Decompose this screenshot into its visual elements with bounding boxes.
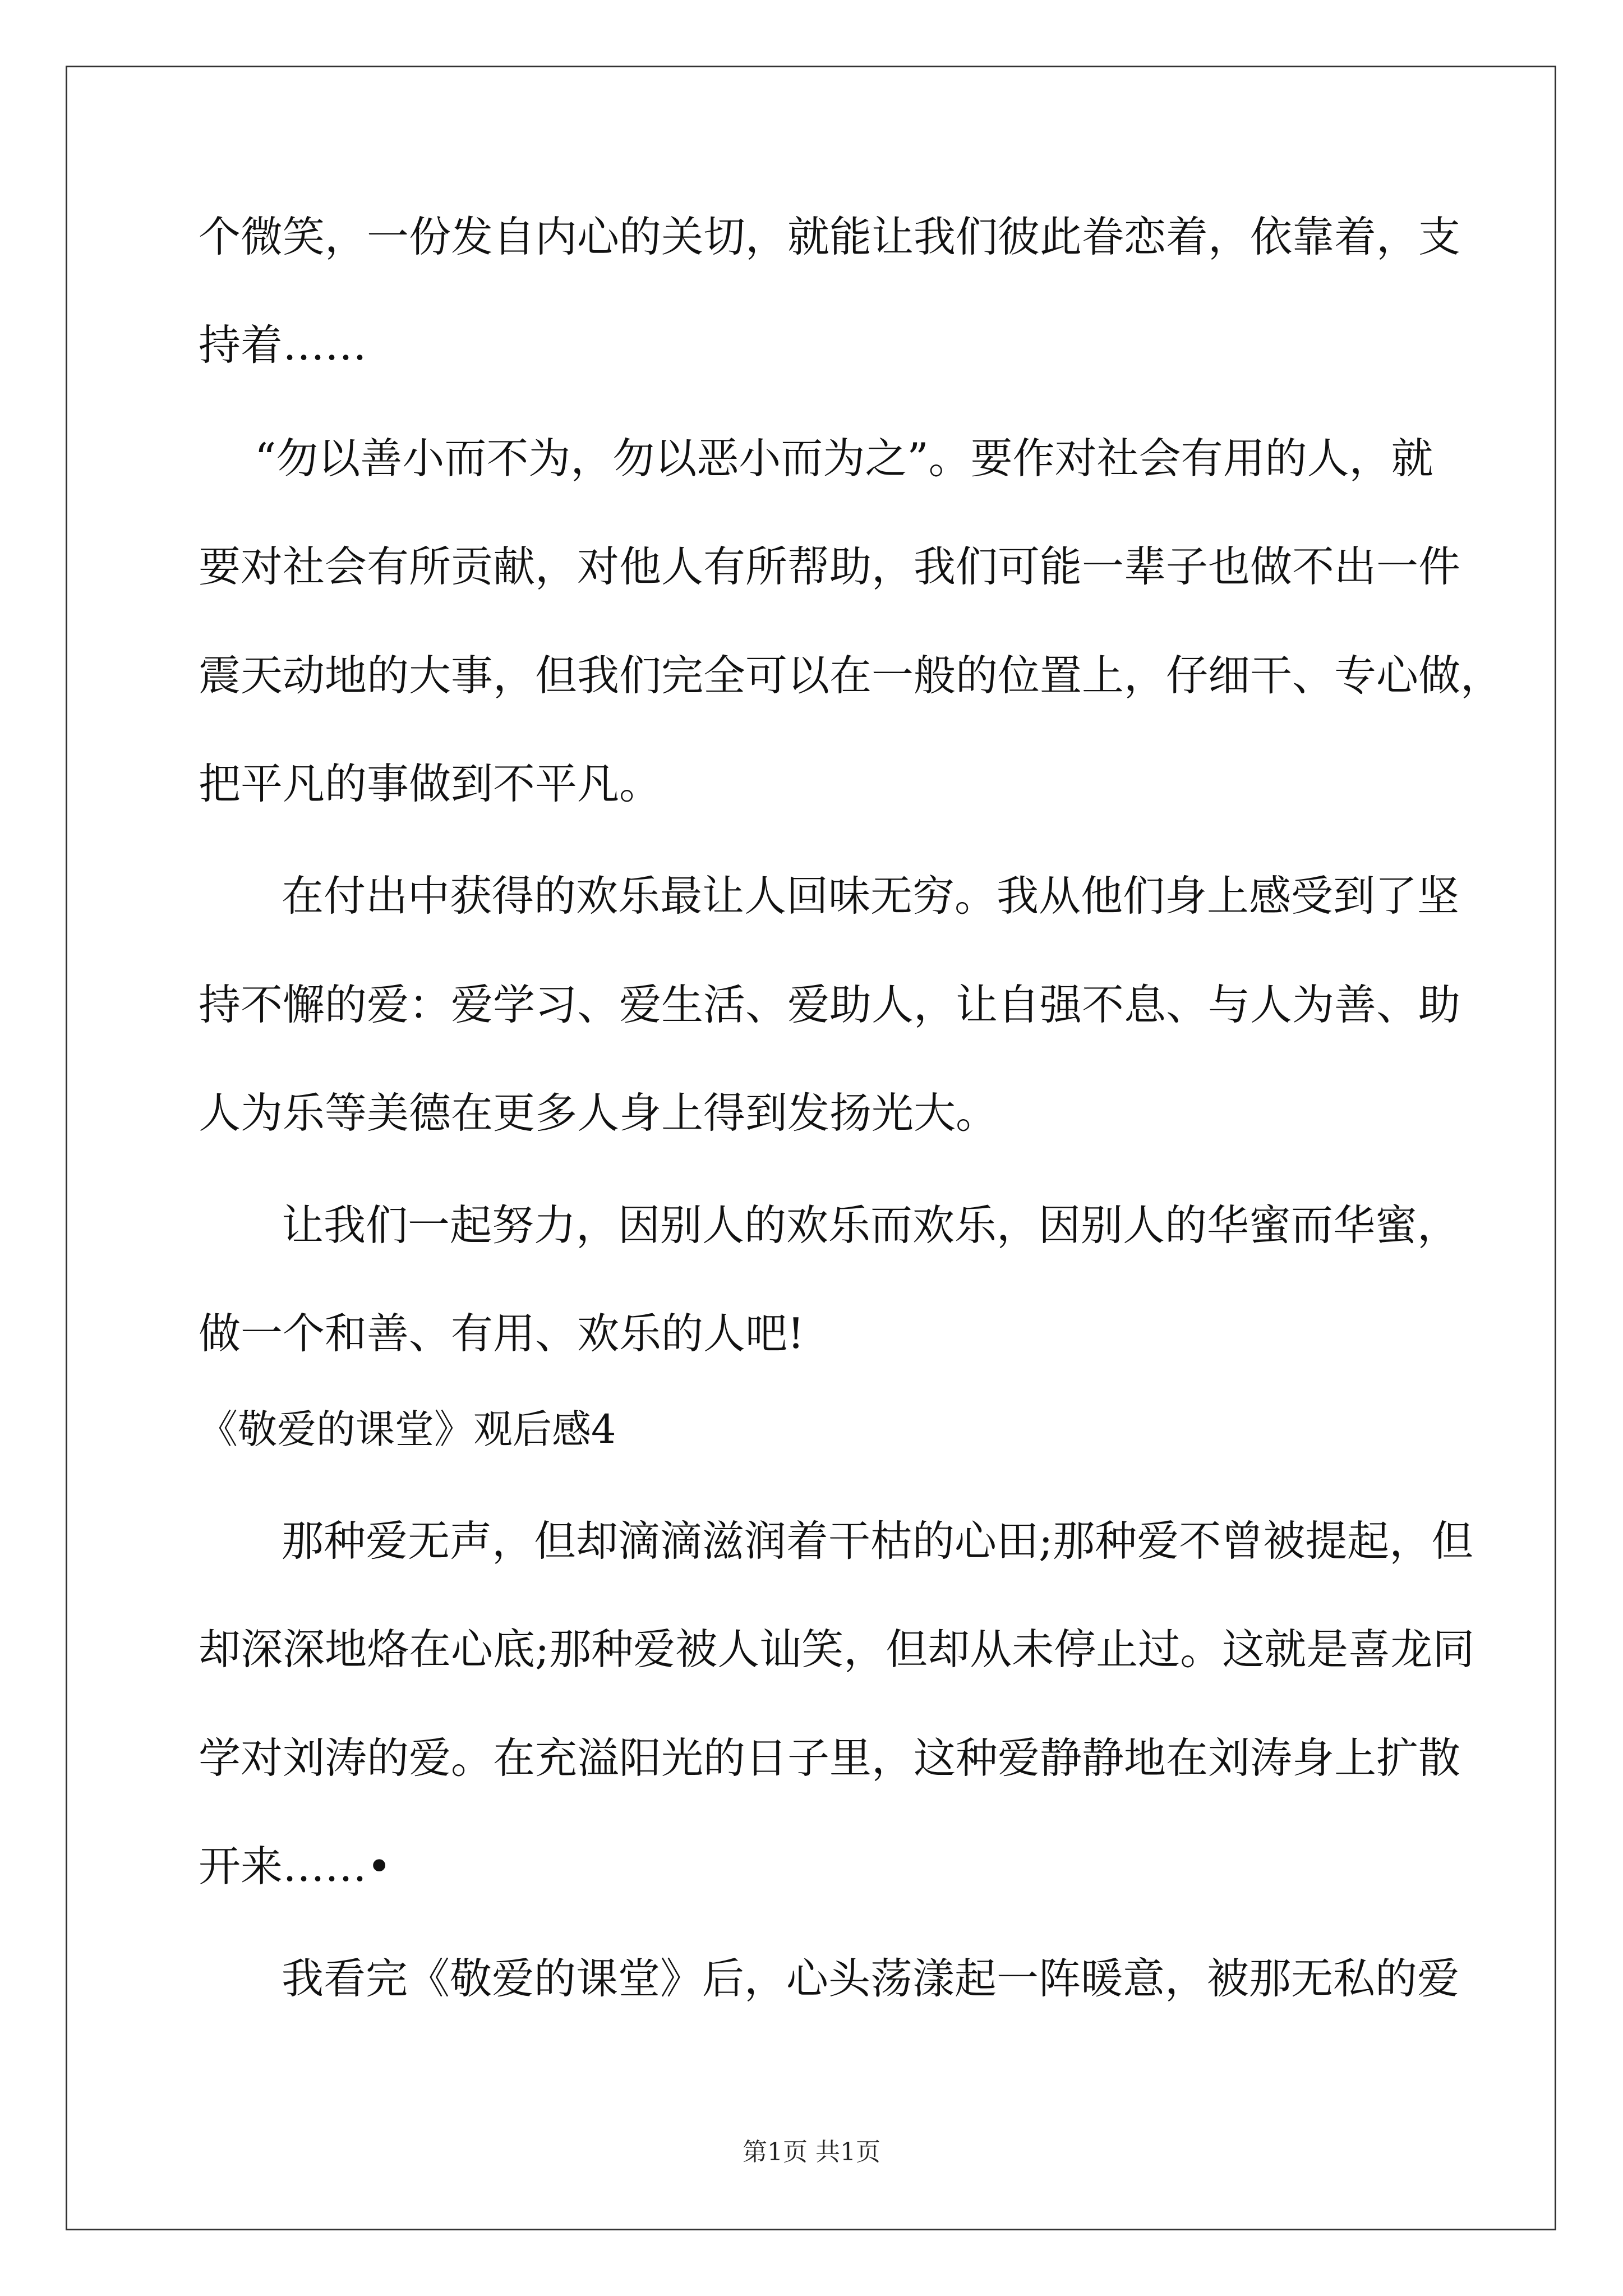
paragraph-line: 个微笑，一份发自内心的关切，就能让我们彼此眷恋着，依靠着，支: [199, 212, 1461, 261]
paragraph-line: 学对刘涛的爱。在充溢阳光的日子里，这种爱静静地在刘涛身上扩散: [199, 1733, 1461, 1783]
paragraph-line: 在付出中获得的欢乐最让人回味无穷。我从他们身上感受到了坚: [282, 871, 1460, 921]
paragraph-line: 我看完《敬爱的课堂》后，心头荡漾起一阵暖意，被那无私的爱: [282, 1954, 1460, 2003]
paragraph-line: 那种爱无声，但却滴滴滋润着干枯的心田;那种爱不曾被提起，但: [282, 1516, 1474, 1566]
paragraph-line: 把平凡的事做到不平凡。: [199, 759, 662, 808]
paragraph-line: “勿以善小而不为，勿以恶小而为之”。要作对社会有用的人，就: [255, 434, 1433, 483]
paragraph-line: 持着……: [199, 320, 367, 370]
paragraph-line: 却深深地烙在心底;那种爱被人讪笑，但却从未停止过。这就是喜龙同: [199, 1625, 1475, 1674]
paragraph-line: 震天动地的大事，但我们完全可以在一般的位置上，仔细干、专心做，: [199, 651, 1503, 700]
paragraph-line: 让我们一起努力，因别人的欢乐而欢乐，因别人的华蜜而华蜜，: [282, 1200, 1460, 1250]
paragraph-line: 持不懈的爱：爱学习、爱生活、爱助人，让自强不息、与人为善、助: [199, 980, 1461, 1029]
page-border: [66, 66, 1556, 2230]
paragraph-line: 要对社会有所贡献，对他人有所帮助，我们可能一辈子也做不出一件: [199, 542, 1461, 591]
section-heading: 《敬爱的课堂》观后感4: [199, 1406, 616, 1452]
paragraph-line: 人为乐等美德在更多人身上得到发扬光大。: [199, 1088, 998, 1138]
paragraph-line: 开来……•: [199, 1842, 392, 1891]
page-number-footer: 第1页 共1页: [743, 2138, 880, 2166]
paragraph-line: 做一个和善、有用、欢乐的人吧!: [199, 1309, 805, 1358]
